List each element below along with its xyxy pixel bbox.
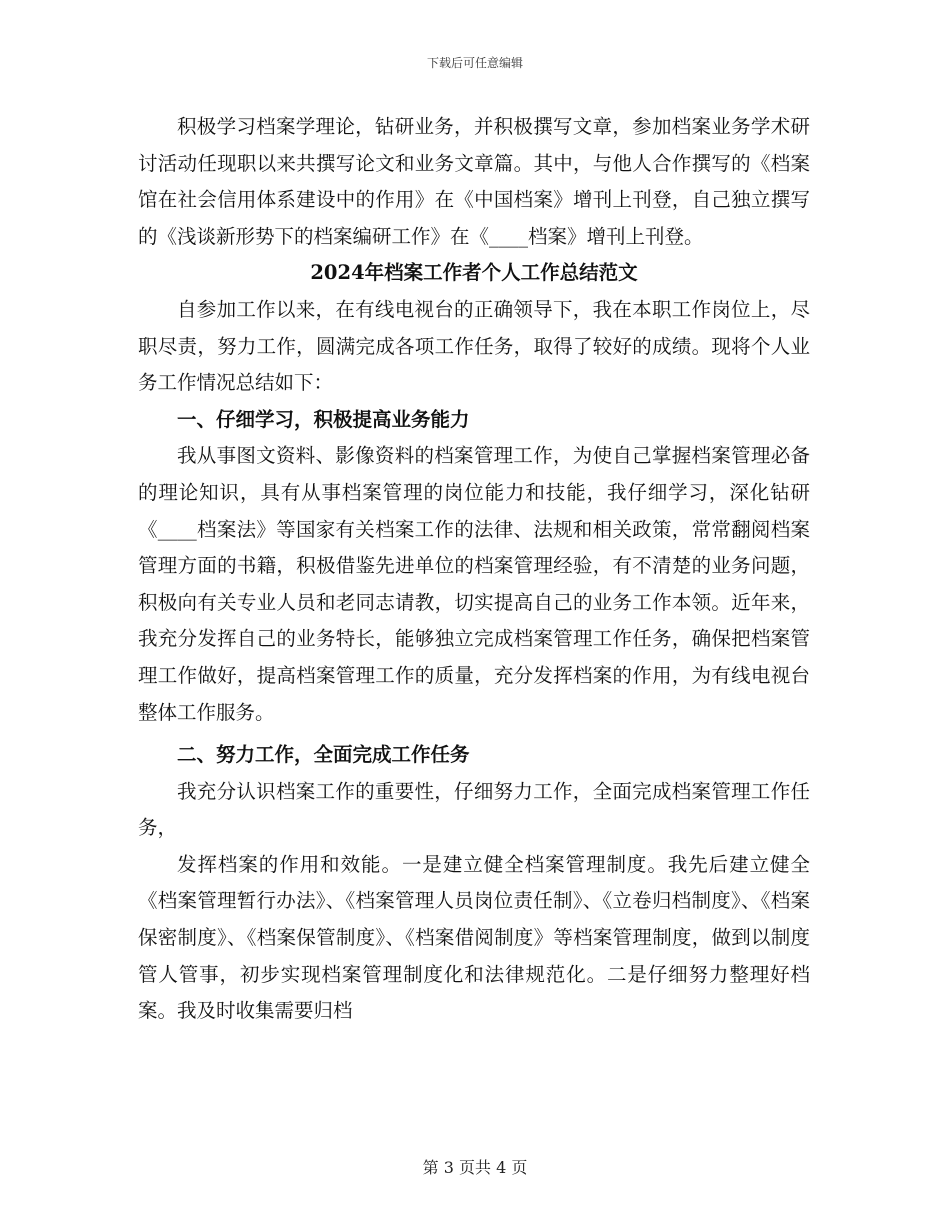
paragraph-research: 积极学习档案学理论，钻研业务，并积极撰写文章，参加档案业务学术研讨活动任现职以来共撰写论文和业务文章篇。其中，与他人合作撰写的《档案馆在社会信用体系建设中的作用》在《中国档案》增刊上刊登，自己独立撰写的《浅谈新形势下的档案编研工作》在《____档案》增刊上刊登。 — [138, 115, 810, 248]
paragraph-systems: 发挥档案的作用和效能。一是建立健全档案管理制度。我先后建立健全《档案管理暂行办法》、《档案管理人员岗位责任制》、《立卷归档制度》、《档案保密制度》、《档案保管制度》、《档案借阅制度》等档案管理制度，做到以制度管人管事，初步实现档案管理制度化和法律规范化。二是仔细努力整理好档案。我及时收集需要归档 — [138, 852, 810, 1023]
page-header-note: 下载后可任意编辑 — [426, 56, 523, 70]
document-body — [138, 109, 810, 1030]
paragraph-work: 我充分认识档案工作的重要性，仔细努力工作，全面完成档案管理工作任务， — [138, 779, 810, 840]
paragraph-study: 我从事图文资料、影像资料的档案管理工作，为使自己掌握档案管理必备的理论知识，具有从事档案管理的岗位能力和技能，我仔细学习，深化钻研《____档案法》等国家有关档案工作的法律、法规和相关政策，常常翻阅档案管理方面的书籍，积极借鉴先进单位的档案管理经验，有不清楚的业务问题，积极向有关专业人员和老同志请教，切实提高自己的业务工作本领。近年来，我充分发挥自己的业务特长，能够独立完成档案管理工作任务，确保把档案管理工作做好，提高档案管理工作的质量，充分发挥档案的作用，为有线电视台整体工作服务。 — [138, 444, 810, 724]
page-number: 第 3 页共 4 页 — [422, 1158, 528, 1177]
document-title: 2024年档案工作者个人工作总结范文 — [310, 261, 638, 285]
section-heading-2: 二、努力工作，全面完成工作任务 — [177, 743, 470, 767]
paragraph-intro: 自参加工作以来，在有线电视台的正确领导下，我在本职工作岗位上，尽职尽责，努力工作，圆满完成各项工作任务，取得了较好的成绩。现将个人业务工作情况总结如下： — [138, 297, 810, 395]
section-heading-1: 一、仔细学习，积极提高业务能力 — [177, 407, 470, 431]
